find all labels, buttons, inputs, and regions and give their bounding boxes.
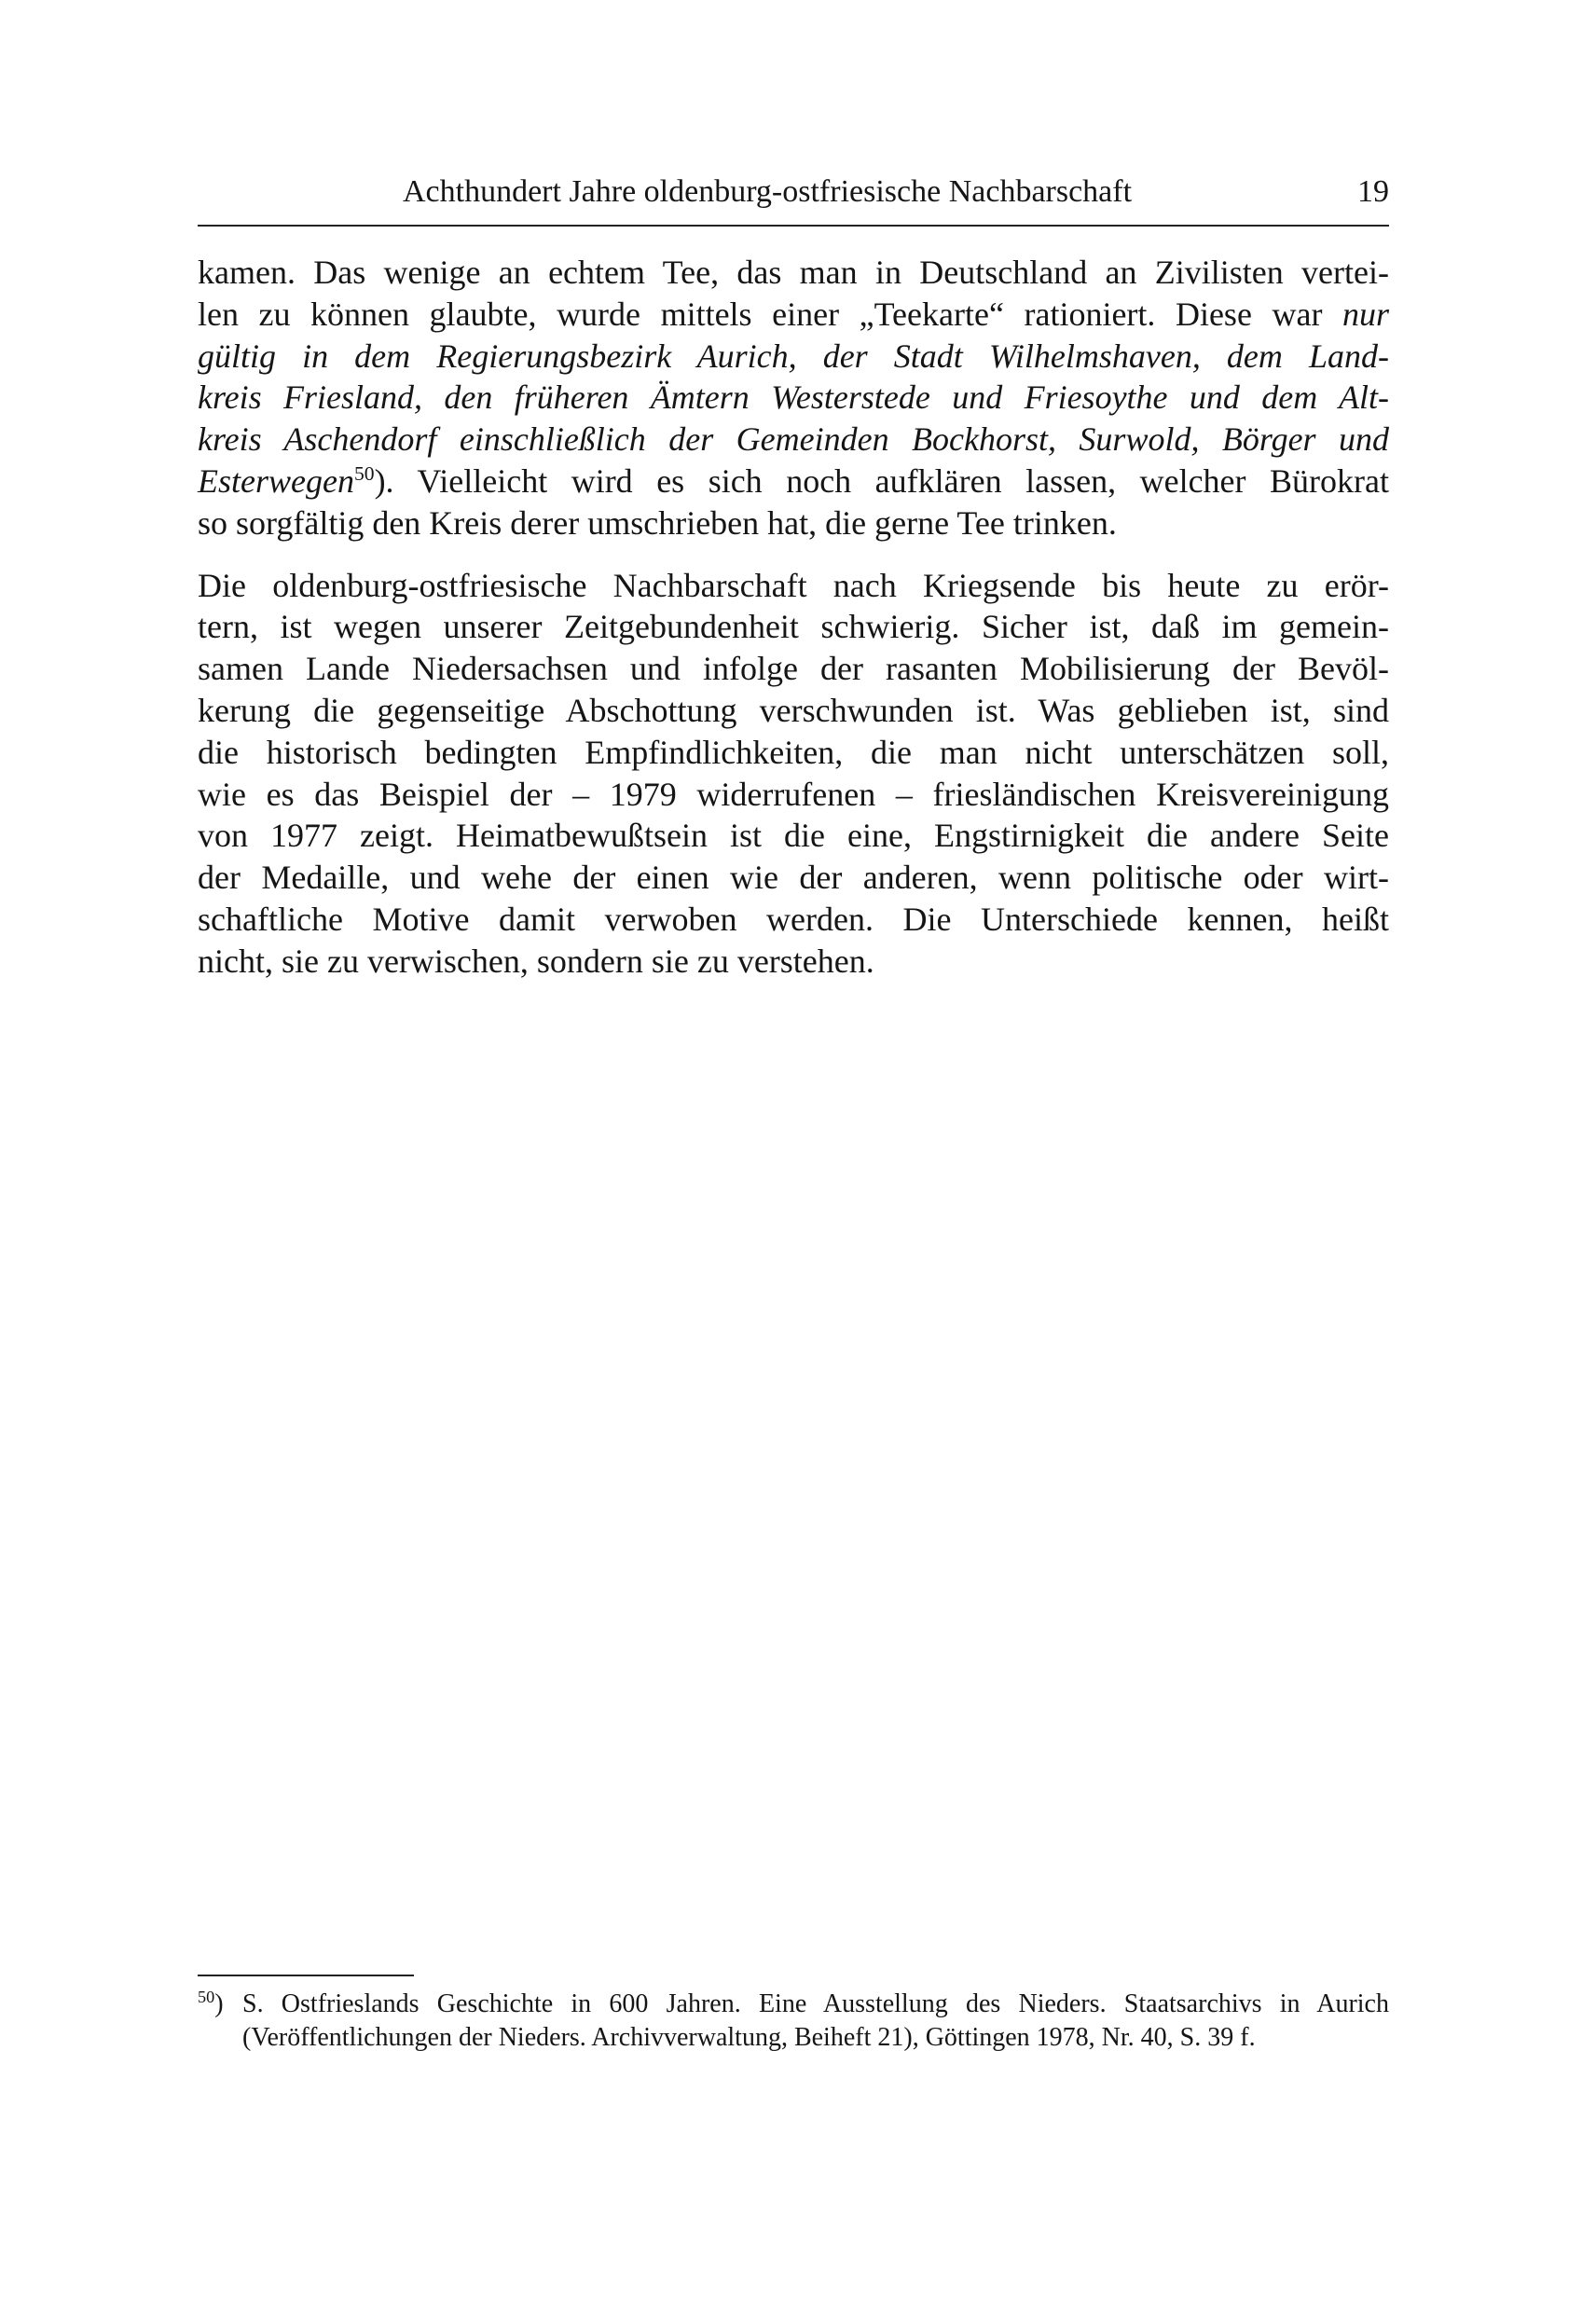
text-line bbox=[198, 377, 1389, 419]
paragraph bbox=[198, 565, 1389, 983]
text-run: tern, ist wegen unserer Zeitgebundenheit schwierig. Sicher ist, daß im gemein- bbox=[198, 608, 1389, 646]
text-run: nicht, sie zu verwischen, sondern sie zu verstehen. bbox=[198, 942, 874, 980]
footnote-marker-suffix: ) bbox=[214, 1989, 224, 2018]
text-line bbox=[198, 502, 1389, 544]
text-line bbox=[198, 294, 1389, 336]
text-line bbox=[198, 857, 1389, 899]
footnote-rule bbox=[198, 1975, 414, 1976]
italic-text: gültig in dem Regierungsbezirk Aurich, der Stadt Wilhelmshaven, dem Land- bbox=[198, 337, 1389, 375]
italic-text: kreis Friesland, den früheren Ämtern Westerstede und Friesoythe und dem Alt- bbox=[198, 378, 1389, 417]
text-run: wie es das Beispiel der – 1979 widerrufenen – friesländischen Kreisvereinigung bbox=[198, 775, 1389, 813]
running-header bbox=[198, 166, 1389, 218]
paragraph-gap bbox=[198, 544, 1389, 565]
text-run: kerung die gegenseitige Abschottung verschwunden ist. Was geblieben ist, sind bbox=[198, 691, 1389, 729]
page-number: 19 bbox=[1357, 174, 1389, 209]
header-rule bbox=[198, 225, 1389, 227]
text-line bbox=[198, 606, 1389, 648]
text-line bbox=[198, 336, 1389, 378]
text-line bbox=[198, 815, 1389, 857]
text-line bbox=[198, 461, 1389, 502]
text-run: die historisch bedingten Empfindlichkeiten, die man nicht unterschätzen soll, bbox=[198, 733, 1389, 771]
footnote bbox=[198, 1988, 1389, 2055]
text-line bbox=[198, 732, 1389, 774]
text-line bbox=[198, 565, 1389, 607]
footnote-number: 50 bbox=[198, 1988, 215, 2006]
paragraph bbox=[198, 252, 1389, 544]
text-run: kamen. Das wenige an echtem Tee, das man in Deutschland an Zivilisten vertei- bbox=[198, 254, 1389, 291]
text-line bbox=[198, 252, 1389, 294]
text-run: len zu können glaubte, wurde mittels einer „Teekarte“ rationiert. Diese war bbox=[198, 295, 1342, 333]
text-run: so sorgfältig den Kreis derer umschrieben hat, die gerne Tee trinken. bbox=[198, 503, 1117, 542]
text-line bbox=[198, 899, 1389, 941]
text-line bbox=[198, 690, 1389, 732]
text-line bbox=[198, 419, 1389, 461]
italic-text: kreis Aschendorf einschließlich der Gemeinden Bockhorst, Surwold, Börger und bbox=[198, 420, 1389, 459]
footnote-reference: 50 bbox=[353, 462, 375, 486]
footnote-line: (Veröffentlichungen der Nieders. Archivverwaltung, Beiheft 21), Göttingen 1978, Nr. 40, S. 39 f. bbox=[242, 2023, 1256, 2052]
text-line bbox=[198, 941, 1389, 983]
italic-text: Esterwegen bbox=[198, 461, 354, 500]
text-run: ). Vielleicht wird es sich noch aufklären lassen, welcher Bürokrat bbox=[374, 461, 1389, 500]
text-line bbox=[198, 648, 1389, 690]
italic-text: nur bbox=[1341, 295, 1389, 333]
text-run: Die oldenburg-ostfriesische Nachbarschaft nach Kriegsende bis heute zu erör- bbox=[198, 566, 1389, 604]
text-run: von 1977 zeigt. Heimatbewußtsein ist die eine, Engstirnigkeit die andere Seite bbox=[198, 817, 1389, 855]
footnote-marker bbox=[198, 1988, 224, 2021]
footnote-line: S. Ostfrieslands Geschichte in 600 Jahren. Eine Ausstellung des Nieders. Staatsarchivs in Aurich bbox=[242, 1989, 1389, 2018]
main-text bbox=[198, 252, 1389, 983]
text-run: samen Lande Niedersachsen und infolge der rasanten Mobilisierung der Bevöl- bbox=[198, 650, 1389, 688]
text-line bbox=[198, 774, 1389, 816]
text-run: der Medaille, und wehe der einen wie der anderen, wenn politische oder wirt- bbox=[198, 859, 1389, 897]
text-run: schaftliche Motive damit verwoben werden. Die Unterschiede kennen, heißt bbox=[198, 900, 1389, 938]
footnotes bbox=[198, 1988, 1389, 2055]
running-title: Achthundert Jahre oldenburg-ostfriesische Nachbarschaft bbox=[403, 174, 1133, 209]
